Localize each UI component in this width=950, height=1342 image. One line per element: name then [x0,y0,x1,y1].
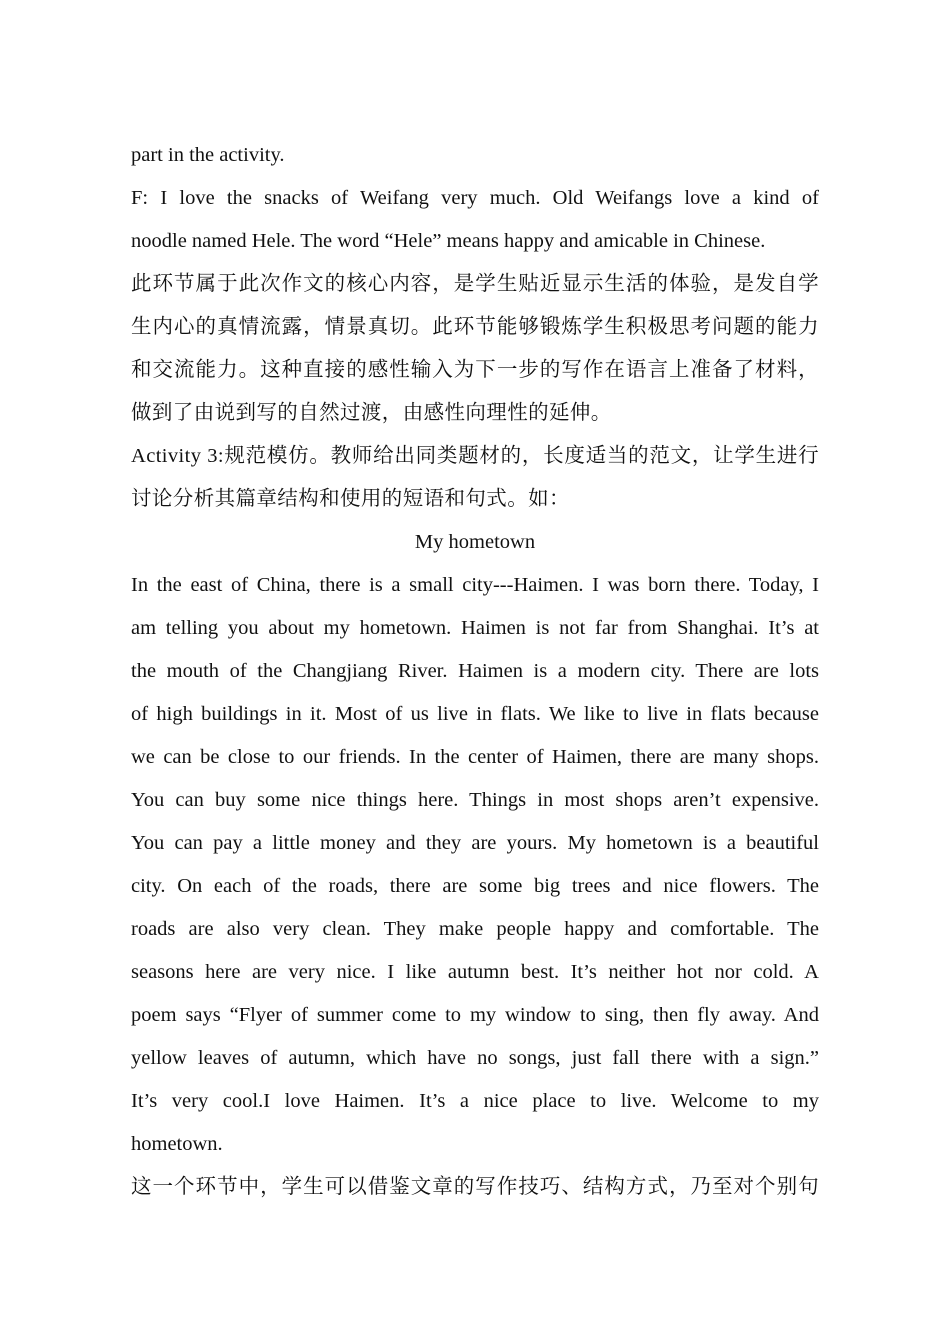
text-line: 讨论分析其篇章结构和使用的短语和句式。如： [131,488,570,510]
text-line: 此环节属于此次作文的核心内容，是学生贴近显示生活的体验，是发自学 [131,273,819,295]
essay-body [131,564,819,1166]
text-line: hometown. [131,1133,223,1155]
text-line: 做到了由说到写的自然过渡，由感性向理性的延伸。 [131,402,612,424]
text-line: we can be close to our friends. In the center of Haimen, there are many shops. [131,746,819,768]
text-line: 生内心的真情流露，情景真切。此环节能够锻炼学生积极思考问题的能力 [131,316,819,338]
text-line: You can buy some nice things here. Things in most shops aren’t expensive. [131,789,819,811]
paragraph-commentary [131,263,819,435]
text-line: am telling you about my hometown. Haimen is not far from Shanghai. It’s at [131,617,819,639]
text-line: of high buildings in it. Most of us live in flats. We like to live in flats because [131,703,819,725]
paragraph-continuation [131,134,819,177]
essay-title: My hometown [414,531,536,553]
paragraph-activity-3 [131,435,819,521]
paragraph-dialogue-f [131,177,819,263]
paragraph-reflection [131,1166,819,1209]
text-line: yellow leaves of autumn, which have no songs, just fall there with a sign.” [131,1047,819,1069]
text-line: F: I love the snacks of Weifang very much. Old Weifangs love a kind of [131,187,819,209]
text-line: 和交流能力。这种直接的感性输入为下一步的写作在语言上准备了材料， [131,359,819,381]
text-line: 这一个环节中，学生可以借鉴文章的写作技巧、结构方式，乃至对个别句 [131,1176,819,1198]
text-line: roads are also very clean. They make people happy and comfortable. The [131,918,819,940]
text-line: It’s very cool.I love Haimen. It’s a nice place to live. Welcome to my [131,1090,819,1112]
document-body [131,134,819,1209]
text-line: the mouth of the Changjiang River. Haimen is a modern city. There are lots [131,660,819,682]
text-line: part in the activity. [131,144,285,166]
text-line: In the east of China, there is a small city---Haimen. I was born there. Today, I [131,574,819,596]
text-line: noodle named Hele. The word “Hele” means happy and amicable in Chinese. [131,230,766,252]
text-line: You can pay a little money and they are yours. My hometown is a beautiful [131,832,819,854]
text-line: poem says “Flyer of summer come to my window to sing, then fly away. And [131,1004,819,1026]
text-line: city. On each of the roads, there are some big trees and nice flowers. The [131,875,819,897]
text-line: seasons here are very nice. I like autumn best. It’s neither hot nor cold. A [131,961,819,983]
text-line: Activity 3:规范模仿。教师给出同类题材的，长度适当的范文，让学生进行 [131,445,819,467]
